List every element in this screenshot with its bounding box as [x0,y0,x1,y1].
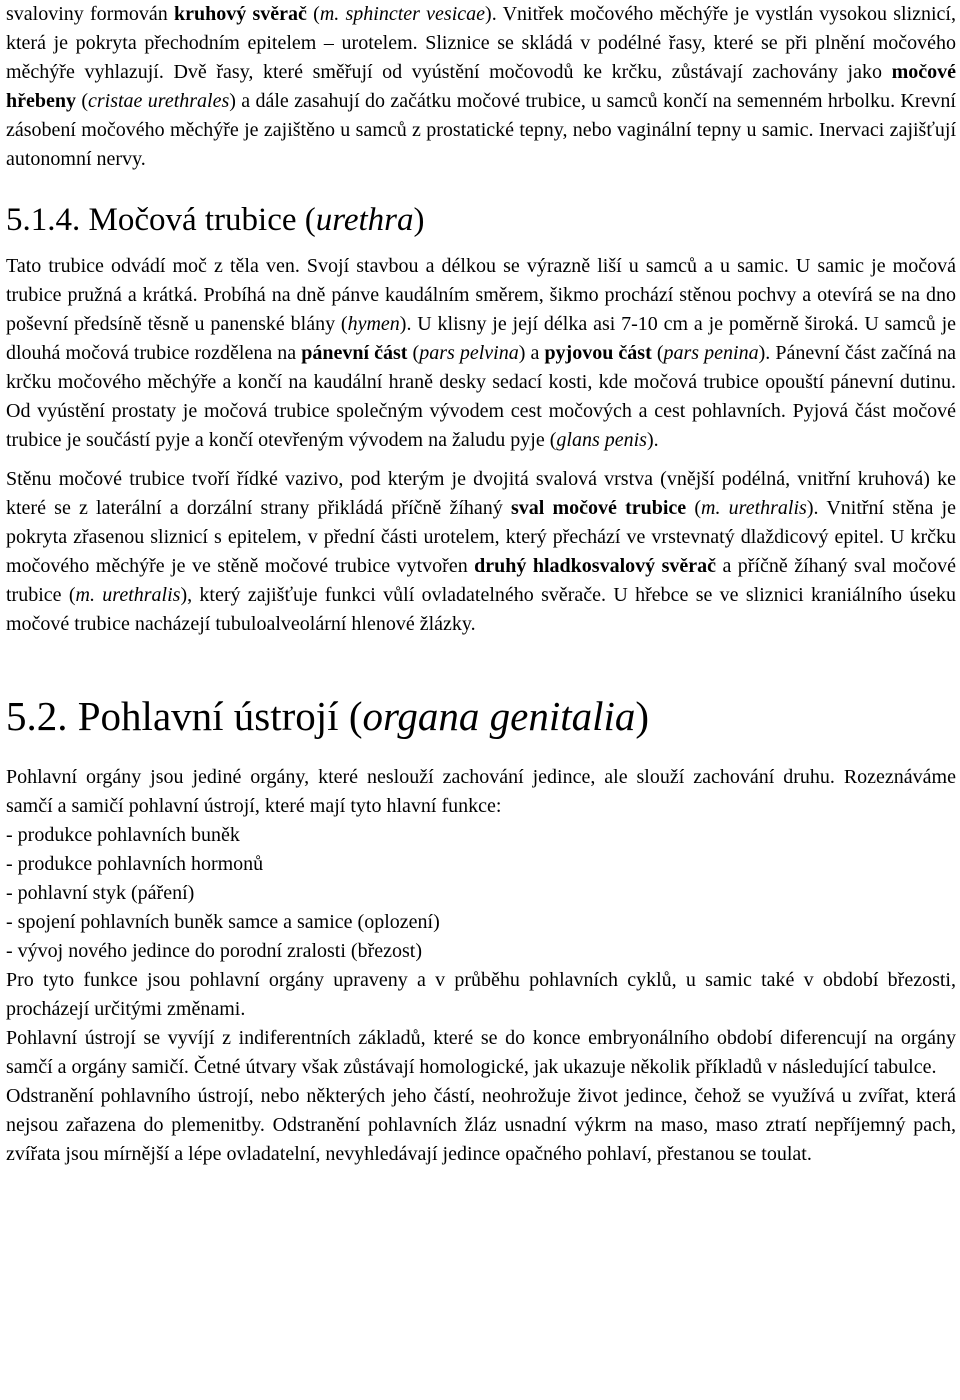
heading-latin: urethra [315,202,414,238]
heading-genital-organs [6,691,956,741]
paragraph-bladder-mucosa [6,0,956,174]
text-run: ), který zajišťuje funkci vůlí ovladatelného svěrače. U hřebce se ve sliznici kraniálního úseku močové trubice nacházejí tubuloalveolární hlenové žlázky. [6,584,957,635]
text-run: Tato trubice odvádí moč z těla ven. Svojí stavbou a délkou se výrazně liší u samců a u samic. U samic je močová trubice pružná a krátká. Probíhá na dně pánve kaudálním směrem, šikmo prochází stěnou pochvy a otevírá se na dno poševní předsíně těsně u panenské blány ( [6,255,956,335]
function-list [6,821,956,966]
term-pelvic-part: pánevní část [301,342,408,364]
list-item: - produkce pohlavních buněk [6,824,240,846]
latin-term: hymen [347,313,400,335]
section-number: 5.1.4. [6,202,81,238]
latin-term: pars penina [663,342,759,364]
term-urinary-crests: močové hřebeny [6,61,956,112]
latin-term: glans penis [556,429,647,451]
text-run: ( [651,342,664,364]
text-run: a příčně žíhaný sval močové trubice ( [6,555,956,606]
list-item: - vývoj nového jedince do porodní zralosti (březost) [6,940,422,962]
term-urethral-muscle: sval močové trubice [510,497,687,519]
paragraph-genital-cycles: Pro tyto funkce jsou pohlavní orgány upraveny a v průběhu pohlavních cyklů, u samic také v období březosti, procházejí určitými změnami. [6,969,956,1020]
term-sphincter: kruhový svěrač [174,3,307,25]
list-item: - spojení pohlavních buněk samce a samice (oplození) [6,911,440,933]
text-run: ( [306,3,320,25]
heading-text: Pohlavní ústrojí ( [67,693,363,739]
list-item: - pohlavní styk (páření) [6,882,195,904]
paragraph-urethra-description [6,252,956,455]
term-second-sphincter: druhý hladkosvalový svěrač [474,555,717,577]
text-run: ( [686,497,702,519]
text-run: svaloviny formován [6,3,175,25]
text-run: ). Vnitřek močového měchýře je vystlán vysokou sliznicí, která je pokryta přechodním epitelem – urotelem. Sliznice se skládá v podélné řasy, které se při plnění močového měchýře vyhlazují. Dvě řasy, které směřují od vyústění močovodů ke krčku, zůstávají zachovány jako [6,3,956,83]
latin-term: m. urethralis [75,584,181,606]
text-run: ( [76,90,88,112]
heading-latin: organa genitalia [362,693,636,739]
text-run: ) a [518,342,545,364]
latin-term: cristae urethrales [88,90,230,112]
text-run: ). Pánevní část začíná na krčku močového měchýře a končí na kaudální hraně desky sedací kosti, kde močová trubice opouští pánevní dutinu. Od vyústění prostaty je močová trubice společným vývodem cest močových a cest pohlavních. Pyjová část močové trubice je součástí pyje a končí otevřeným vývodem na žaludu pyje ( [6,342,957,451]
paragraph-genital-removal: Odstranění pohlavního ústrojí, nebo některých jeho částí, neohrožuje život jedince, čehož se využívá u zvířat, která nejsou zařazena do plemenitby. Odstranění pohlavních žláz usnadní výkrm na maso, maso ztratí nepříjemný pach, zvířata jsou mírnější a lépe ovladatelní, nevyhledávají jedince opačného pohlaví, přestanou se toulat. [6,1085,956,1165]
text-run: Stěnu močové trubice tvoří řídké vazivo, pod kterým je dvojitá svalová vrstva (vnější podélná, vnitřní kruhová) ke které se z laterální a dorzální strany přikládá příčně žíhaný [6,468,956,519]
text-run: ( [407,342,420,364]
text-run: ). Vnitřní stěna je pokryta zřasenou sliznicí s epitelem, v přední části urotelem, který přechází ve vrstevnatý dlaždicový epitel. U krčku močového měchýře je ve stěně močové trubice vytvořen [6,497,956,577]
paragraph-genital-intro: Pohlavní orgány jsou jediné orgány, které neslouží zachování jedince, ale slouží zachování druhu. Rozeznáváme samčí a samičí pohlavní ústrojí, které mají tyto hlavní funkce: [6,766,956,817]
list-item: - produkce pohlavních hormonů [6,853,264,875]
heading-text: ) [413,202,425,238]
paragraph-urethra-wall [6,465,956,639]
text-run: ). U klisny je její délka asi 7-10 cm a je poměrně široká. U samců je dlouhá močová trubice rozdělena na [6,313,957,364]
heading-text: Močová trubice ( [80,202,316,238]
text-run: ) a dále zasahují do začátku močové trubice, u samců končí na semenném hrbolku. Krevní zásobení močového měchýře je zajištěno u samců z prostatické tepny, nebo vaginální tepny u samic. Inervaci zajišťují autonomní nervy. [6,90,956,170]
text-run: ). [646,429,659,451]
paragraph-genital-development: Pohlavní ústrojí se vyvíjí z indiferentních základů, které se do konce embryonálního období diferencují na orgány samčí a orgány samičí. Četné útvary však zůstávají homologické, jak ukazuje několik příkladů v následující tabulce. [6,1027,956,1078]
latin-term: pars pelvina [419,342,519,364]
latin-term: m. urethralis [701,497,807,519]
latin-term: m. sphincter vesicae [319,3,486,25]
heading-urethra [6,200,956,240]
heading-text: ) [635,693,650,739]
term-penile-part: pyjovou část [544,342,652,364]
section-number: 5.2. [6,693,68,739]
